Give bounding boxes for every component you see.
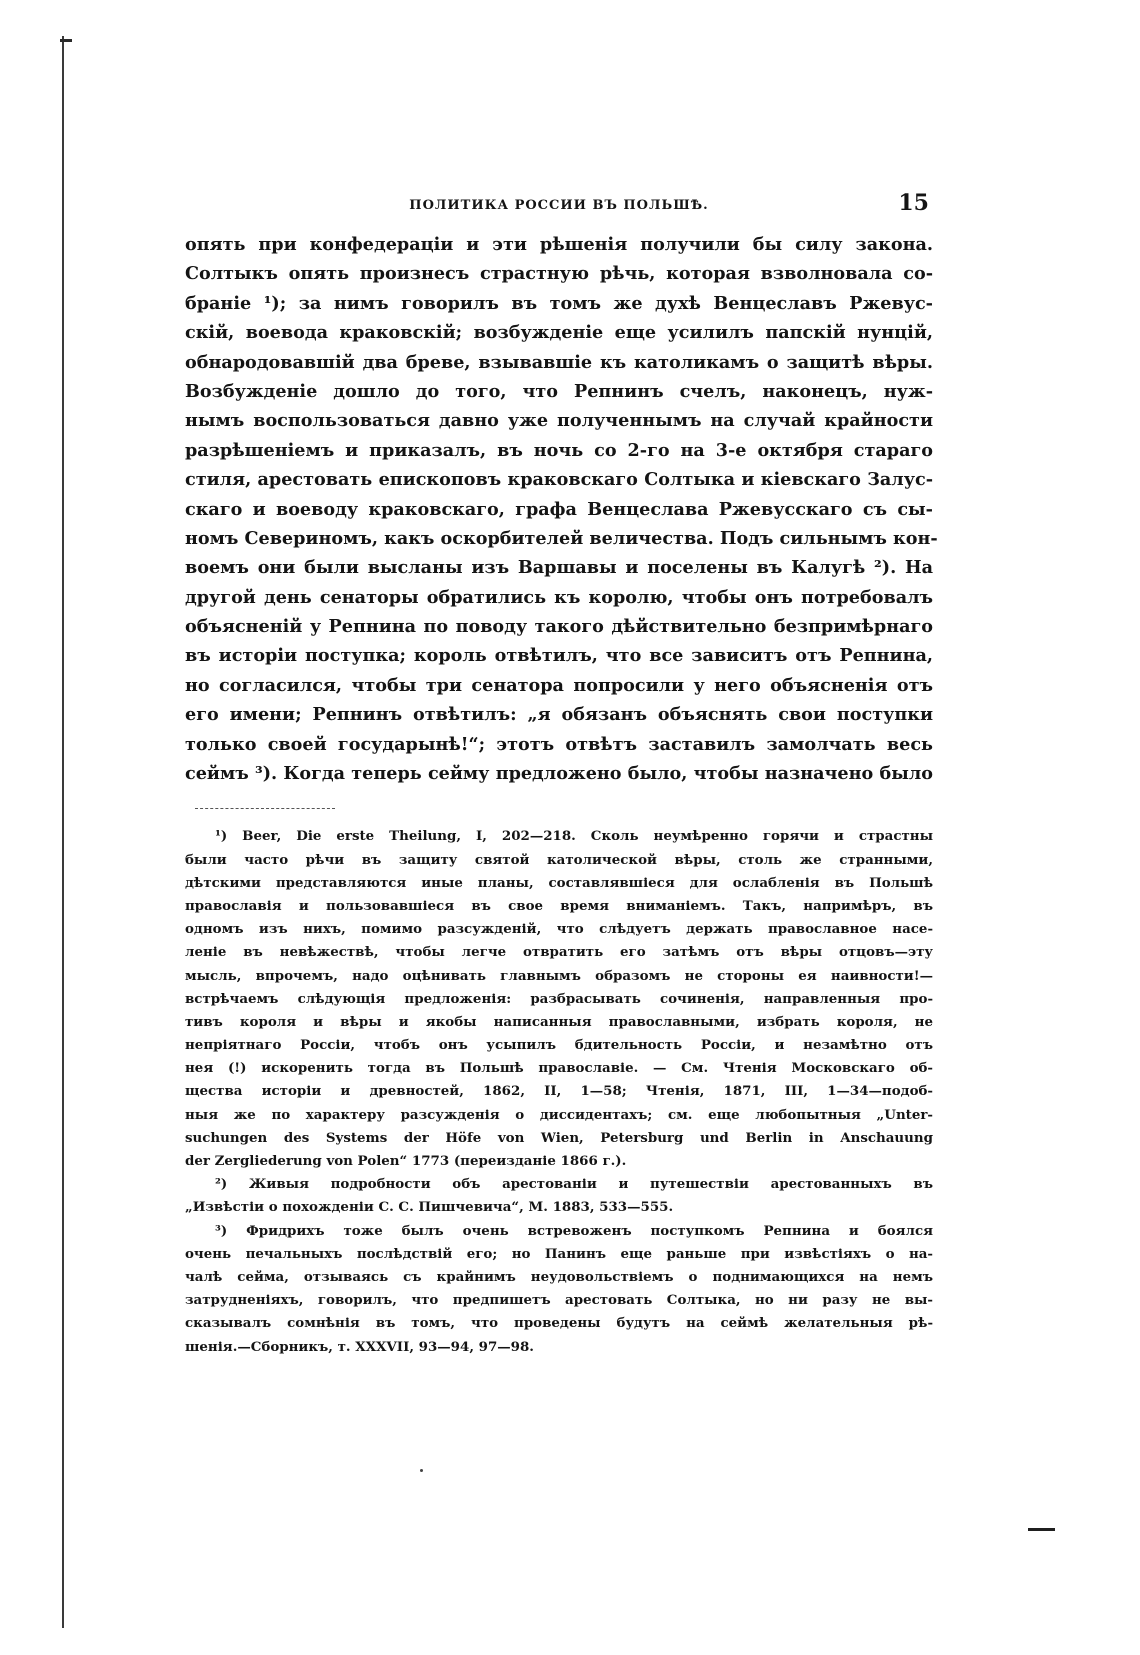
footnote-line: тивъ короля и вѣры и якобы написанныя православными, избрать короля, не bbox=[185, 1013, 933, 1030]
footnote-line: щества исторіи и древностей, 1862, II, 1—58; Чтенія, 1871, III, 1—34—подоб- bbox=[185, 1083, 933, 1100]
text-line: нымъ воспользоваться давно уже полученнымъ на случай крайности bbox=[185, 410, 933, 432]
book-page bbox=[185, 190, 938, 1359]
footnote-3 bbox=[185, 1220, 933, 1359]
footnote-line: леніе въ невѣжествѣ, чтобы легче отвратить его затѣмъ отъ вѣры отцовъ—эту bbox=[185, 944, 933, 961]
footnote-line: были часто рѣчи въ защиту святой католической вѣры, столь же странными, bbox=[185, 851, 933, 868]
footnote-line: ¹) Beer, Die erste Theilung, I, 202—218. Сколь неумѣренно горячи и страстны bbox=[215, 828, 933, 845]
footnote-line: очень печальныхъ послѣдствій его; но Панинъ еще раньше при извѣстіяхъ о на- bbox=[185, 1245, 933, 1262]
text-line: Возбужденіе дошло до того, что Репнинъ счелъ, наконецъ, нуж- bbox=[185, 380, 933, 402]
footnote-line: дѣтскими представляются иные планы, составлявшіеся для ослабленія въ Польшѣ bbox=[185, 874, 933, 891]
text-line: скій, воевода краковскій; возбужденіе еще усилилъ папскій нунцій, bbox=[185, 322, 933, 344]
text-line: опять при конфедераціи и эти рѣшенія получили бы силу закона. bbox=[185, 234, 933, 255]
footnote-line: „Извѣстіи о похожденіи С. С. Пишчевича“, М. 1883, 533—555. bbox=[185, 1199, 674, 1216]
text-line: сеймъ ³). Когда теперь сейму предложено было, чтобы назначено было bbox=[185, 763, 933, 785]
text-line: браніе ¹); за нимъ говорилъ въ томъ же духѣ Венцеславъ Ржевус- bbox=[185, 292, 933, 314]
scan-margin-mark bbox=[60, 39, 72, 42]
footnote-line: der Zergliederung von Polen“ 1773 (переизданіе 1866 г.). bbox=[185, 1153, 627, 1170]
text-line: обнародовавшій два бреве, взывавшіе къ католикамъ о защитѣ вѣры. bbox=[185, 351, 933, 373]
footnotes bbox=[185, 825, 933, 1358]
text-line: но согласился, чтобы три сенатора попросили у него объясненія отъ bbox=[185, 674, 933, 696]
footnote-line: suchungen des Systems der Höfe von Wien, Petersburg und Berlin in Anschauung bbox=[185, 1129, 933, 1146]
footnote-line: ныя же по характеру разсужденія о диссидентахъ; см. еще любопытныя „Unter- bbox=[185, 1106, 933, 1123]
footnote-line: мысль, впрочемъ, надо оцѣнивать главнымъ образомъ не стороны ея наивности!— bbox=[185, 967, 933, 984]
footnote-line: непріятнаго Россіи, чтобъ онъ усыпилъ бдительность Россіи, и незамѣтно отъ bbox=[185, 1037, 933, 1054]
page-number: 15 bbox=[898, 190, 929, 216]
running-title: ПОЛИТИКА РОССИИ ВЪ ПОЛЬШѢ. bbox=[409, 198, 709, 213]
text-line: воемъ они были высланы изъ Варшавы и поселены въ Калугѣ ²). На bbox=[185, 557, 933, 579]
text-line: другой день сенаторы обратились къ королю, чтобы онъ потребовалъ bbox=[185, 586, 933, 608]
text-line: номъ Севериномъ, какъ оскорбителей величества. Подъ сильнымъ кон- bbox=[185, 527, 938, 549]
footnote-line: сказывалъ сомнѣнія въ томъ, что проведены будутъ на сеймѣ желательныя рѣ- bbox=[185, 1315, 933, 1332]
text-line: Солтыкъ опять произнесъ страстную рѣчь, которая взволновала со- bbox=[185, 263, 933, 285]
footnote-line: встрѣчаемъ слѣдующія предложенія: разбрасывать сочиненія, направленныя про- bbox=[185, 990, 933, 1007]
footnote-separator bbox=[195, 808, 335, 810]
text-line: объясненій у Репнина по поводу такого дѣйствительно безпримѣрнаго bbox=[185, 616, 933, 638]
footnote-line: ²) Живыя подробности объ арестованіи и путешествіи арестованныхъ въ bbox=[215, 1176, 933, 1193]
footnote-line: затрудненіяхъ, говорилъ, что предпишетъ арестовать Солтыка, но ни разу не вы- bbox=[185, 1292, 933, 1309]
footnote-line: шенія.—Сборникъ, т. XXXVII, 93—94, 97—98. bbox=[185, 1338, 534, 1355]
text-line: разрѣшеніемъ и приказалъ, въ ночь со 2-го на 3-е октября стараго bbox=[185, 439, 933, 461]
text-line: въ исторіи поступка; король отвѣтилъ, что все зависитъ отъ Репнина, bbox=[185, 645, 933, 667]
footnote-line: ³) Фридрихъ тоже былъ очень встревоженъ поступкомъ Репнина и боялся bbox=[215, 1222, 933, 1239]
footnote-line: чалѣ сейма, отзываясь съ крайнимъ неудовольствіемъ о поднимающихся на немъ bbox=[185, 1268, 933, 1285]
footnote-2 bbox=[185, 1173, 933, 1219]
text-line: стиля, арестовать епископовъ краковскаго Солтыка и кіевскаго Залус- bbox=[185, 469, 933, 491]
text-line: только своей государынѣ!“; этотъ отвѣтъ заставилъ замолчать весь bbox=[185, 733, 933, 755]
footnote-line: нея (!) искоренить тогда въ Польшѣ православіе. — См. Чтенія Московскаго об- bbox=[185, 1060, 933, 1077]
text-line: его имени; Репнинъ отвѣтилъ: „я обязанъ объяснять свои поступки bbox=[185, 704, 933, 726]
scan-margin-mark bbox=[1028, 1528, 1055, 1531]
footnote-line: православія и пользовавшіеся въ свое время вниманіемъ. Такъ, напримѣръ, въ bbox=[185, 897, 933, 914]
footnote-1 bbox=[185, 825, 933, 1173]
text-line: скаго и воеводу краковскаго, графа Венцеслава Ржевусскаго съ сы- bbox=[185, 498, 933, 520]
scan-margin-rule bbox=[62, 36, 64, 1628]
footnote-line: одномъ изъ нихъ, помимо разсужденій, что слѣдуетъ держать православное насе- bbox=[185, 921, 933, 938]
running-header bbox=[185, 190, 933, 230]
main-text bbox=[185, 230, 938, 788]
scan-speck bbox=[420, 1469, 423, 1472]
